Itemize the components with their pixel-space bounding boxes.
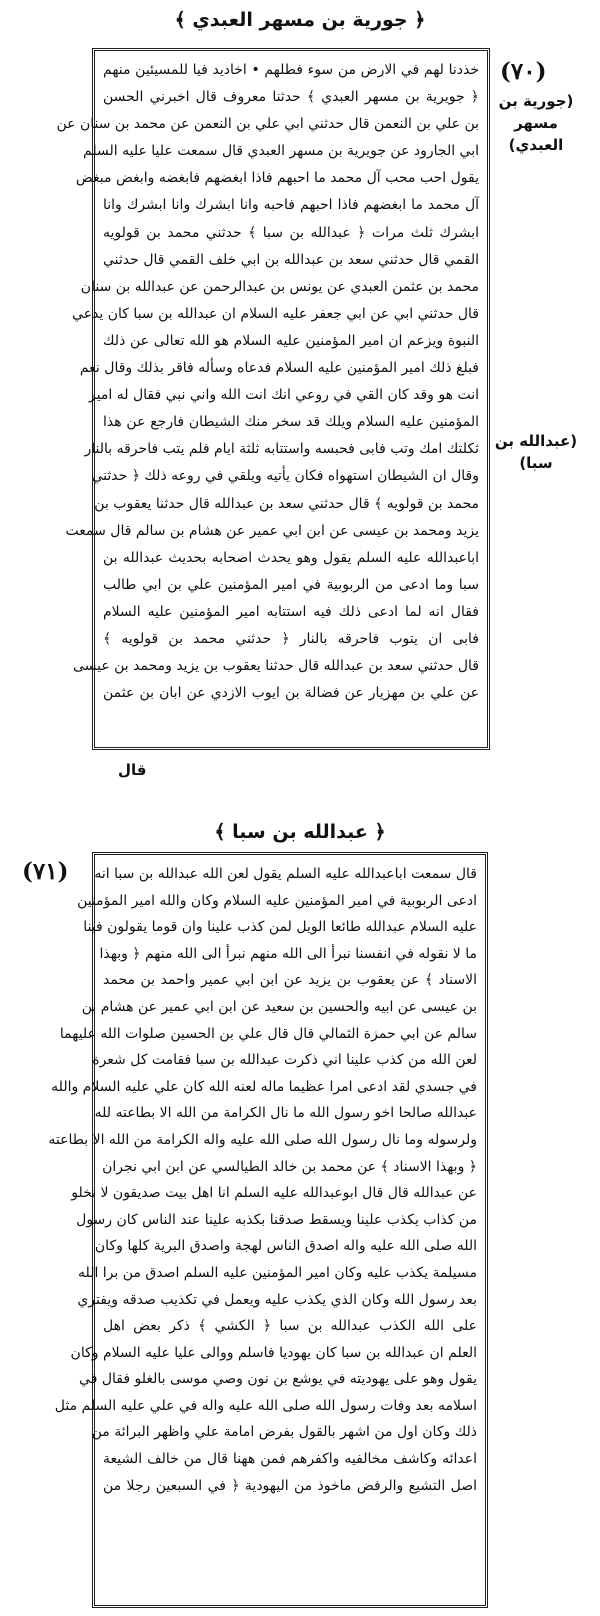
text-line: قال سمعت اباعبدالله عليه السلم يقول لعن الله عبدالله بن سبا انه	[94, 866, 477, 882]
text-line: ابي الجارود عن جويرية بن مسهر العبدي قال سمعت عليا عليه السلم	[83, 143, 479, 160]
text-line: فابى ان يتوب فاحرقه بالنار ﴿ حدثني محمد بن قولويه ﴾	[103, 630, 479, 647]
text-line: عن علي بن مهزيار عن فضالة بن ايوب الازدي عن ابان بن عثمن	[103, 685, 479, 702]
text-line: في جسدي لقد ادعى امرا عظيما ماله لعنه الله كان علي عليه السلام والله	[51, 1078, 477, 1095]
text-line: ثكلتك امك وتب فابى فحبسه واستتابه ثلثة ايام فلم يتب فاحرقه بالنار	[84, 441, 479, 458]
margin-note-abdallah: (عبدالله بن سبا)	[494, 432, 578, 472]
text-line: النبوة ويزعم ان امير المؤمنين عليه السلام هو الله تعالى عن ذلك	[103, 332, 479, 349]
text-line: المؤمنين عليه السلام ويلك قد سخر منك الشيطان فارجع عن هذا	[103, 414, 479, 431]
entry-number-70: (٧٠)	[500, 58, 547, 85]
text-line: قال حدثني ابي عن ابي جعفر عليه السلام ان عبدالله بن سبا كان يدعي	[72, 305, 479, 322]
text-line: آل محمد ما ابغضهم فاذا احبهم فاحبه وانا ابشرك وانا ابشرك وانا	[103, 197, 479, 214]
text-line: القمي قال حدثني سعد بن عبدالله بن ابي خلف القمي قال حدثني	[103, 251, 479, 268]
text-line: فبلغ ذلك امير المؤمنين عليه السلام فدعاه وسأله فاقر بذلك وقال نعم	[79, 360, 479, 377]
text-line: من كذاب يكذب علينا ويسقط صدقنا بكذبه علينا عند الناس كان رسول	[76, 1211, 477, 1228]
text-line: الله صلى الله عليه واله اصدق الناس لهجة واصدق البرية كلها وكان	[94, 1238, 477, 1255]
text-line: محمد بن عثمن العبدي عن يونس بن عبدالرحمن عن عبدالله بن سنان	[80, 278, 479, 295]
entry-number-71: (٧١)	[22, 858, 69, 885]
text-line: يزيد ومحمد بن عيسى عن ابن ابي عمير عن هشام بن سالم قال سمعت	[65, 522, 479, 539]
text-line: وقال ان الشيطان استهواه فكان يأتيه ويلقي في روعه ذلك ﴿ حدثني	[91, 468, 479, 485]
text-line: اباعبدالله عليه السلم يقول وهو يحدث اصحابه بحديث عبدالله بن	[103, 549, 479, 566]
text-line: بن علي بن النعمن قال حدثني ابي علي بن النعمن عن محمد بن سنان عن	[56, 116, 479, 133]
text-line: اصل التشيع والرفض ماخوذ من اليهودية ﴿ في السبعين رجلا من	[103, 1477, 477, 1494]
text-line: الاسناد ﴾ عن يعقوب بن يزيد عن ابن ابي عمير واحمد بن محمد	[103, 972, 477, 989]
text-line: ﴿ جويرية بن مسهر العبدي ﴾ حدثنا معروف قال اخبرني الحسن	[103, 89, 479, 106]
text-line: عن عبدالله قال قال ابوعبدالله عليه السلم انا اهل بيت صديقون لا نخلو	[71, 1185, 477, 1202]
text-line: يقول احب محب آل محمد ما احبهم فاذا ابغضهم فابغضه وابغض مبغض	[75, 170, 479, 187]
text-line: سالم عن ابي حمزة الثمالي قال قال علي بن الحسين صلوات الله عليهما	[59, 1025, 477, 1042]
text-frame-2	[48, 852, 488, 1608]
text-line: على الله الكذب عبدالله بن سبا ﴿ الكشي ﴾ ذكر بعض اهل	[103, 1318, 477, 1335]
text-line: ولرسوله وما نال رسول الله صلى الله عليه واله الكرامة من الله الا بطاعته	[48, 1131, 477, 1148]
text-line: ﴿ وبهذا الاسناد ﴾ عن محمد بن خالد الطيالسي عن ابن ابي نجران	[102, 1158, 477, 1175]
text-line: بن عيسى عن ابيه والحسين بن سعيد عن ابن ابي عمير عن هشام بن	[81, 998, 477, 1015]
text-line: مسيلمة يكذب عليه وكان امير المؤمنين عليه السلم اصدق من برا الله	[78, 1264, 477, 1281]
text-line: خذدنا لهم في الارض من سوء فطلهم • اخاديد فيا للمسيئين منهم	[103, 62, 479, 78]
text-line: لعن الله من كذب علينا اني ذكرت عبدالله بن سبا فقامت كل شعرة	[92, 1052, 477, 1069]
text-line: ذلك وكان اول من اشهر بالقول بفرض امامة علي واظهر البرائة من	[91, 1424, 477, 1441]
text-line: انت هو وقد كان القي في روعي انك انت الله واني نبي فقال له امير	[88, 387, 479, 404]
text-line: ادعى الربوبية في امير المؤمنين عليه السلام وكان والله امير المؤمنين	[77, 892, 477, 909]
section-heading-jawriya: ﴿ جورية بن مسهر العبدي ﴾	[174, 9, 426, 31]
text-frame-1	[56, 48, 490, 750]
text-line: يقول وهو على يهوديته في يوشع بن نون وصي موسى بالغلو فقال في	[79, 1371, 477, 1388]
section-heading-abdallah: ﴿ عبدالله بن سبا ﴾	[214, 821, 386, 843]
text-line: ما لا نقوله في انفسنا نبرأ الى الله منهم نبرأ الى الله منهم ﴿ وبهذا	[99, 945, 477, 962]
catchword: قال	[118, 761, 147, 779]
text-line: ابشرك ثلث مرات ﴿ عبدالله بن سبا ﴾ حدثني محمد بن قولويه	[103, 224, 479, 241]
text-line: عليه السلام عبدالله طائعا الويل لمن كذب علينا وان قوما يقولون فينا	[83, 919, 477, 936]
text-line: محمد بن قولويه ﴾ قال حدثني سعد بن عبدالله قال حدثنا يعقوب بن	[94, 495, 479, 512]
text-line: بعد رسول الله وكان الذي يكذب عليه ويعمل في تكذيب صدقه ويفتري	[77, 1291, 477, 1308]
margin-note-jawriya: (جورية بن مسهر العبدي)	[498, 92, 574, 154]
text-line: اسلامه بعد وفات رسول الله صلى الله عليه واله في علي عليه السلم مثل	[54, 1397, 477, 1414]
text-line: فقال انه لما ادعى ذلك فيه استتابه امير المؤمنين عليه السلام	[103, 603, 479, 620]
text-line: عبدالله صالحا اخو رسول الله ما نال الكرامة من الله الا بطاعته لله	[94, 1105, 477, 1122]
text-line: قال حدثني سعد بن عبدالله قال حدثنا يعقوب بن يزيد ومحمد بن عيسى	[72, 658, 479, 675]
text-line: اعدائه وكاشف مخالفيه واكفرهم فمن ههنا قال من خالف الشيعة	[103, 1451, 477, 1468]
text-line: العلم ان عبدالله بن سبا كان يهوديا فاسلم ووالى عليا عليه السلام وكان	[70, 1344, 477, 1361]
text-line: سبا وما ادعى من الربوبية في امير المؤمنين علي بن ابي طالب	[103, 576, 479, 593]
